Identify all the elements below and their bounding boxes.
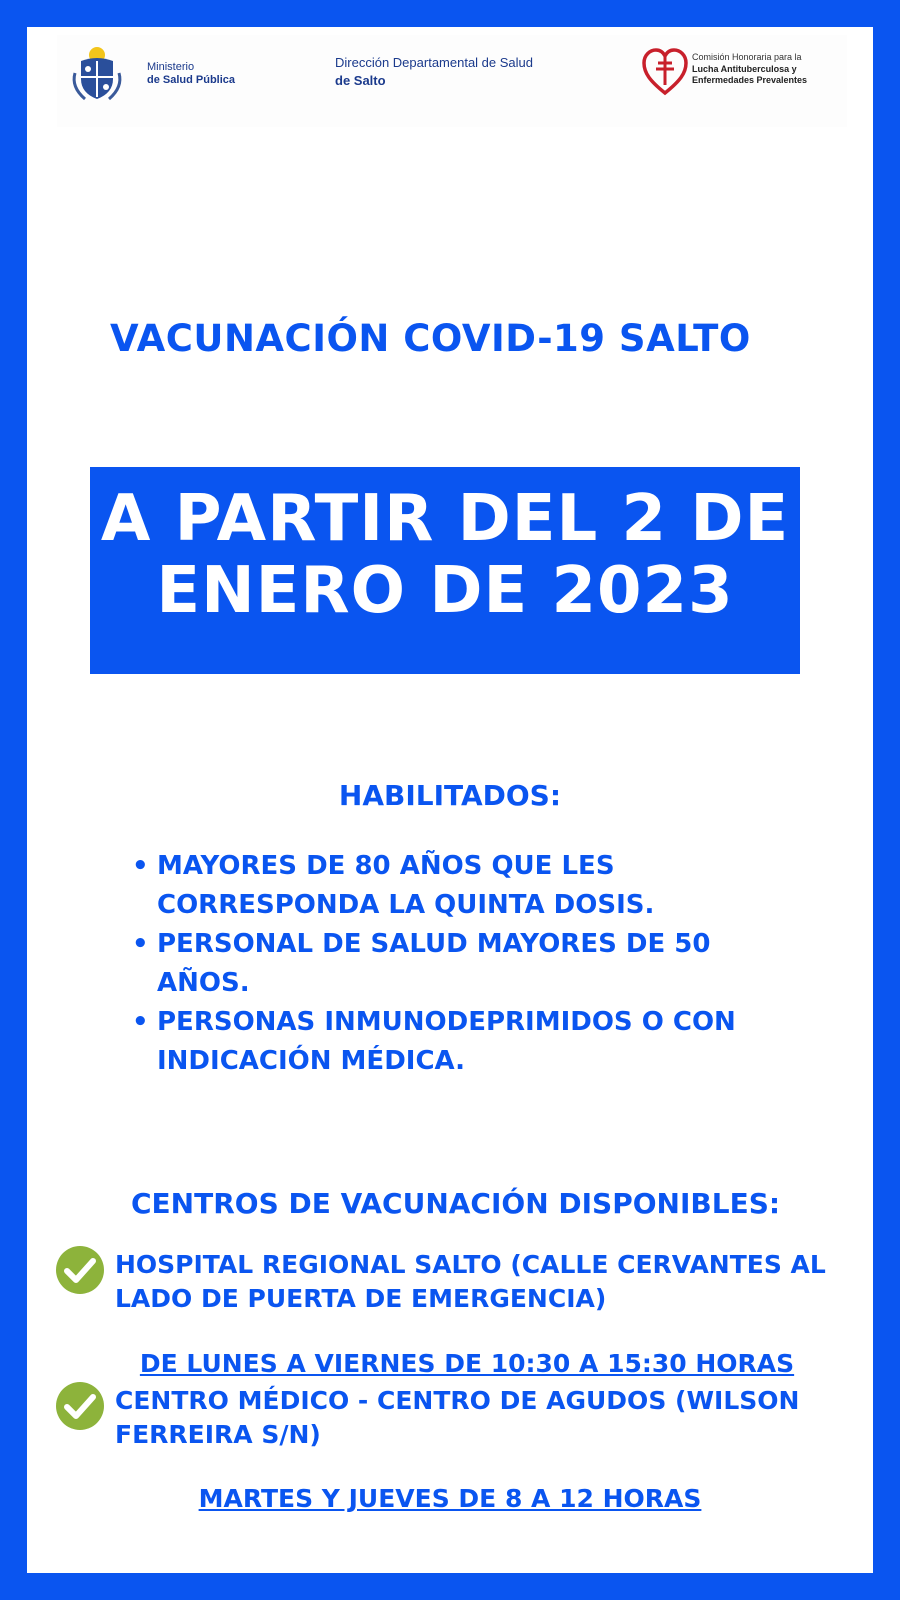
eligible-item: • PERSONAL DE SALUD MAYORES DE 50 AÑOS. (132, 925, 812, 1003)
centers-heading: CENTROS DE VACUNACIÓN DISPONIBLES: (131, 1187, 781, 1220)
banner-line2: ENERO DE 2023 (156, 554, 734, 628)
banner-line1: A PARTIR DEL 2 DE (100, 482, 790, 556)
center-name: CENTRO MÉDICO - CENTRO DE AGUDOS (WILSON FERREIRA S/N) (115, 1386, 800, 1449)
center-hours: DE LUNES A VIERNES DE 10:30 A 15:30 HORAS (139, 1349, 795, 1378)
banner-text (90, 483, 800, 627)
poster (27, 27, 873, 1573)
date-banner (90, 467, 800, 674)
center-hours: MARTES Y JUEVES DE 8 A 12 HORAS (198, 1484, 702, 1513)
eligible-item: • PERSONAS INMUNODEPRIMIDOS O CON INDICACIÓN MÉDICA. (132, 1003, 812, 1081)
center-name: HOSPITAL REGIONAL SALTO (CALLE CERVANTES AL LADO DE PUERTA DE EMERGENCIA) (115, 1250, 826, 1313)
msp-line1: Ministerio (147, 61, 195, 73)
eligible-heading: HABILITADOS: (338, 779, 562, 812)
dds-line2: de Salto (335, 73, 386, 88)
eligible-item: • MAYORES DE 80 AÑOS QUE LES CORRESPONDA LA QUINTA DOSIS. (132, 847, 812, 925)
page-title: VACUNACIÓN COVID-19 SALTO (110, 317, 751, 360)
lorraine-cross-heart-icon (642, 47, 688, 97)
dds-line1: Dirección Departamental de Salud (335, 55, 533, 70)
msp-line2: de Salud Pública (147, 74, 236, 86)
chla-name (692, 52, 852, 87)
uruguay-coat-of-arms-icon (67, 43, 127, 103)
chla-line3: Enfermedades Prevalentes (692, 75, 808, 85)
chla-logo (642, 47, 852, 107)
chla-line1: Comisión Honoraria para la (692, 52, 802, 62)
msp-logo (67, 43, 257, 103)
check-icon (55, 1381, 105, 1431)
chla-line2: Lucha Antituberculosa y (692, 63, 797, 74)
direccion-departamental (335, 54, 595, 90)
eligible-list (132, 847, 812, 1081)
msp-name (147, 61, 235, 87)
header-logos (57, 35, 847, 127)
check-icon (55, 1245, 105, 1295)
